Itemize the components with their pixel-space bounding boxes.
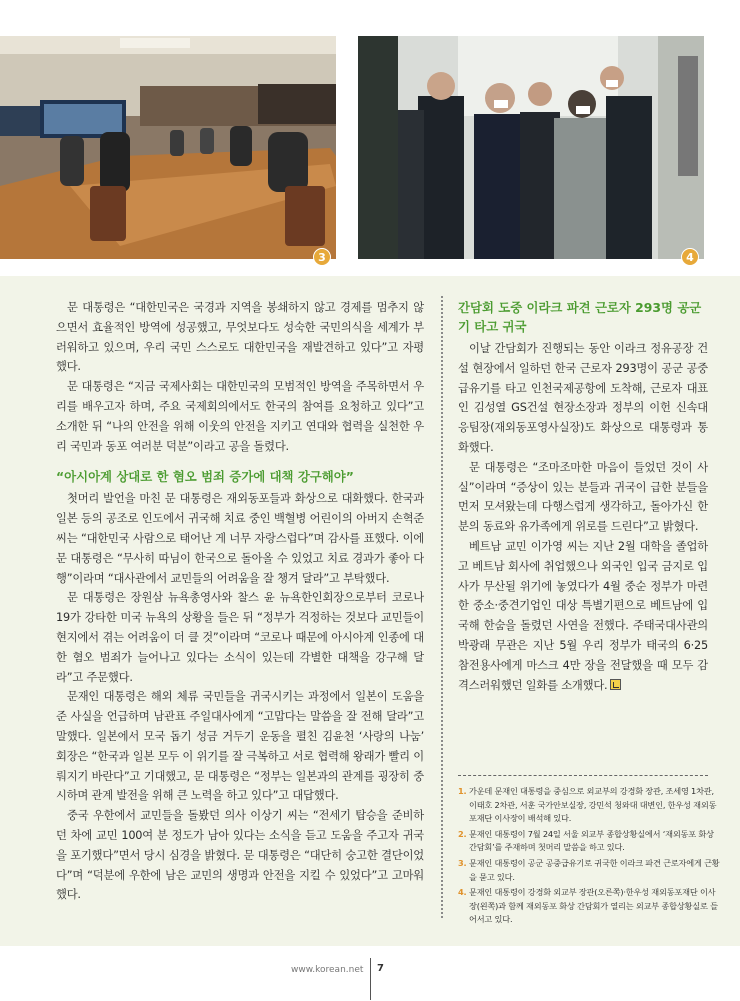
caption-item [458,828,720,855]
article-paragraph: 중국 우한에서 교민들을 돌봤던 의사 이상기 씨는 “전세기 탑승을 준비하던 차에 교민 100여 분 정도가 남아 있다는 소식을 듣고 도움을 주고자 귀국을 포기했다”면서 당시 심경을 밝혔다. 문 대통령은 “대단히 숭고한 결단이었다”며 “덕분에 우한에 남은 교민의 생명과 안전을 지킬 수 있었다”고 고마워했다. [56,809,424,902]
caption-number: 3. [458,857,467,868]
end-mark-icon [610,679,621,690]
officials-walking-photo [358,36,704,259]
caption-text: 가운데 문재인 대통령을 중심으로 외교부의 강경화 장관, 조세영 1차관, 이태호 2차관, 서훈 국가안보실장, 강민석 청와대 대변인, 한우성 재외동포재단 이사장이 배석해 있다. [469,786,717,824]
photo-captions [458,775,720,929]
article-paragraph [458,537,708,695]
article-paragraph: 문 대통령은 “조마조마한 마음이 들었던 것이 사실”이라며 “증상이 있는 분들과 귀국이 급한 분들을 먼저 모셔왔는데 다행스럽게 생각하고, 돌아가신 한 분의 동료와 유가족에게 위로를 드린다”고 밝혔다. [458,460,708,534]
section-heading: “아시아계 상대로 한 혐오 범죄 증가에 대책 강구해야” [56,469,354,485]
article-paragraph-text: 베트남 교민 이가영 씨는 지난 2월 대학을 졸업하고 베트남 회사에 취업했으나 외국인 입국 금지로 입사가 무산될 위기에 놓였다가 4월 중순 정부가 마련한 중소·중견기업인 대상 특별기편으로 베트남에 입국해 한숨을 돌렸던 사연을 전했다. 주태국대사관의 박광래 무관은 지난 5월 우리 정부가 태국의 6·25 참전용사에게 마스크 4만 장을 전달했을 때 모두 감격스러워했던 일화를 소개했다. [458,539,708,692]
article-paragraph: 문 대통령은 장원삼 뉴욕총영사와 찰스 윤 뉴욕한인회장으로부터 코로나 19가 강타한 미국 뉴욕의 상황을 들은 뒤 “정부가 걱정하는 것보다 교민들이 현지에서 겪는 어려움이 더 클 것”이라며 “코로나 때문에 아시아계 인종에 대한 혐오 범죄가 늘어나고 있다는 소식이 있는데 각별한 대책을 강구해 달라”고 주문했다. [56,591,424,684]
photo-badge-3: 3 [313,248,331,266]
article-paragraph: 이날 간담회가 진행되는 동안 이라크 정유공장 건설 현장에서 일하던 한국 근로자 293명이 공군 공중급유기를 타고 인천국제공항에 도착해, 근로자 대표인 김성열 GS건설 현장소장과 정부의 이헌 신속대응팀장(재외동포영사실장)도 화상으로 대통령과 통화했다. [458,342,708,454]
article-left-column [56,298,424,905]
article-paragraph: 문재인 대통령은 해외 체류 국민들을 귀국시키는 과정에서 일본이 도움을 준 사실을 언급하며 남관표 주일대사에게 “고맙다는 말씀을 잘 전해 달라”고 말했다. 일본에서 모국 돕기 성금 거두기 운동을 펼친 김윤천 ‘사랑의 나눔’ 회장은 “한국과 일본 모두 이 위기를 잘 극복하고 서로 협력해 왕래가 빨리 이뤄지기 바란다”고 기대했고, 문 대통령은 “정부는 일본과의 관계를 굉장히 중시하며 관계 발전을 위해 큰 노력을 하고 있다”고 대답했다. [56,690,424,803]
column-divider [441,296,443,918]
caption-text: 문재인 대통령이 강경화 외교부 장관(오른쪽)·한우성 재외동포재단 이사장(왼쪽)과 함께 재외동포 화상 간담회가 열리는 외교부 종합상황실로 들어서고 있다. [469,887,718,925]
photo-badge-4: 4 [681,248,699,266]
article-paragraph: 첫머리 발언을 마친 문 대통령은 재외동포들과 화상으로 대화했다. 한국과 일본 등의 공조로 인도에서 귀국해 치료 중인 백혈병 어린이의 아버지 손혁준 씨는 “대한민국 사람으로 태어난 게 너무 자랑스럽다”며 감사를 표했다. 이에 문 대통령은 “무사히 따님이 한국으로 돌아올 수 있었고 치료 경과가 좋아 다행”이라며 “대사관에서 교민들의 어려움을 잘 챙겨 달라”고 부탁했다. [56,492,424,585]
caption-item [458,785,720,826]
footer-divider [370,958,371,1000]
caption-item [458,886,720,927]
caption-text: 문재인 대통령이 7월 24일 서울 외교부 종합상황실에서 ‘재외동포 화상 간담회’를 주재하며 첫머리 말씀을 하고 있다. [469,828,714,853]
caption-number: 4. [458,887,467,898]
caption-divider [458,775,708,776]
caption-text: 문재인 대통령이 공군 공중급유기로 귀국한 이라크 파견 근로자에게 근황을 묻고 있다. [469,857,720,882]
caption-number: 1. [458,786,467,796]
page-number: 7 [377,963,384,974]
footer-url[interactable]: www.korean.net [291,965,364,975]
article-paragraph: 문 대통령은 “대한민국은 국경과 지역을 봉쇄하지 않고 경제를 멈추지 않으면서 효율적인 방역에 성공했고, 무엇보다도 성숙한 국민의식을 세계가 부러워하고 있으며, 우리 국민 스스로도 대한민국을 재발견하고 있다”고 자평했다. [56,301,424,374]
meeting-room-photo [0,36,336,259]
article-right-column [458,298,708,695]
caption-number: 2. [458,828,467,839]
article-paragraph: 문 대통령은 “지금 국제사회는 대한민국의 모범적인 방역을 주목하면서 우리를 배우고자 하며, 주요 국제회의에서도 한국의 참여를 요청하고 있다”고 소개한 뒤 “나의 안전을 위해 이웃의 안전을 지키고 연대와 협력을 실천한 우리 국민과 동포 여러분 덕분”이라고 공을 돌렸다. [56,380,424,453]
section-heading: 간담회 도중 이라크 파견 근로자 293명 공군기 타고 귀국 [458,300,702,334]
caption-item [458,857,720,884]
photo-band [0,0,740,276]
